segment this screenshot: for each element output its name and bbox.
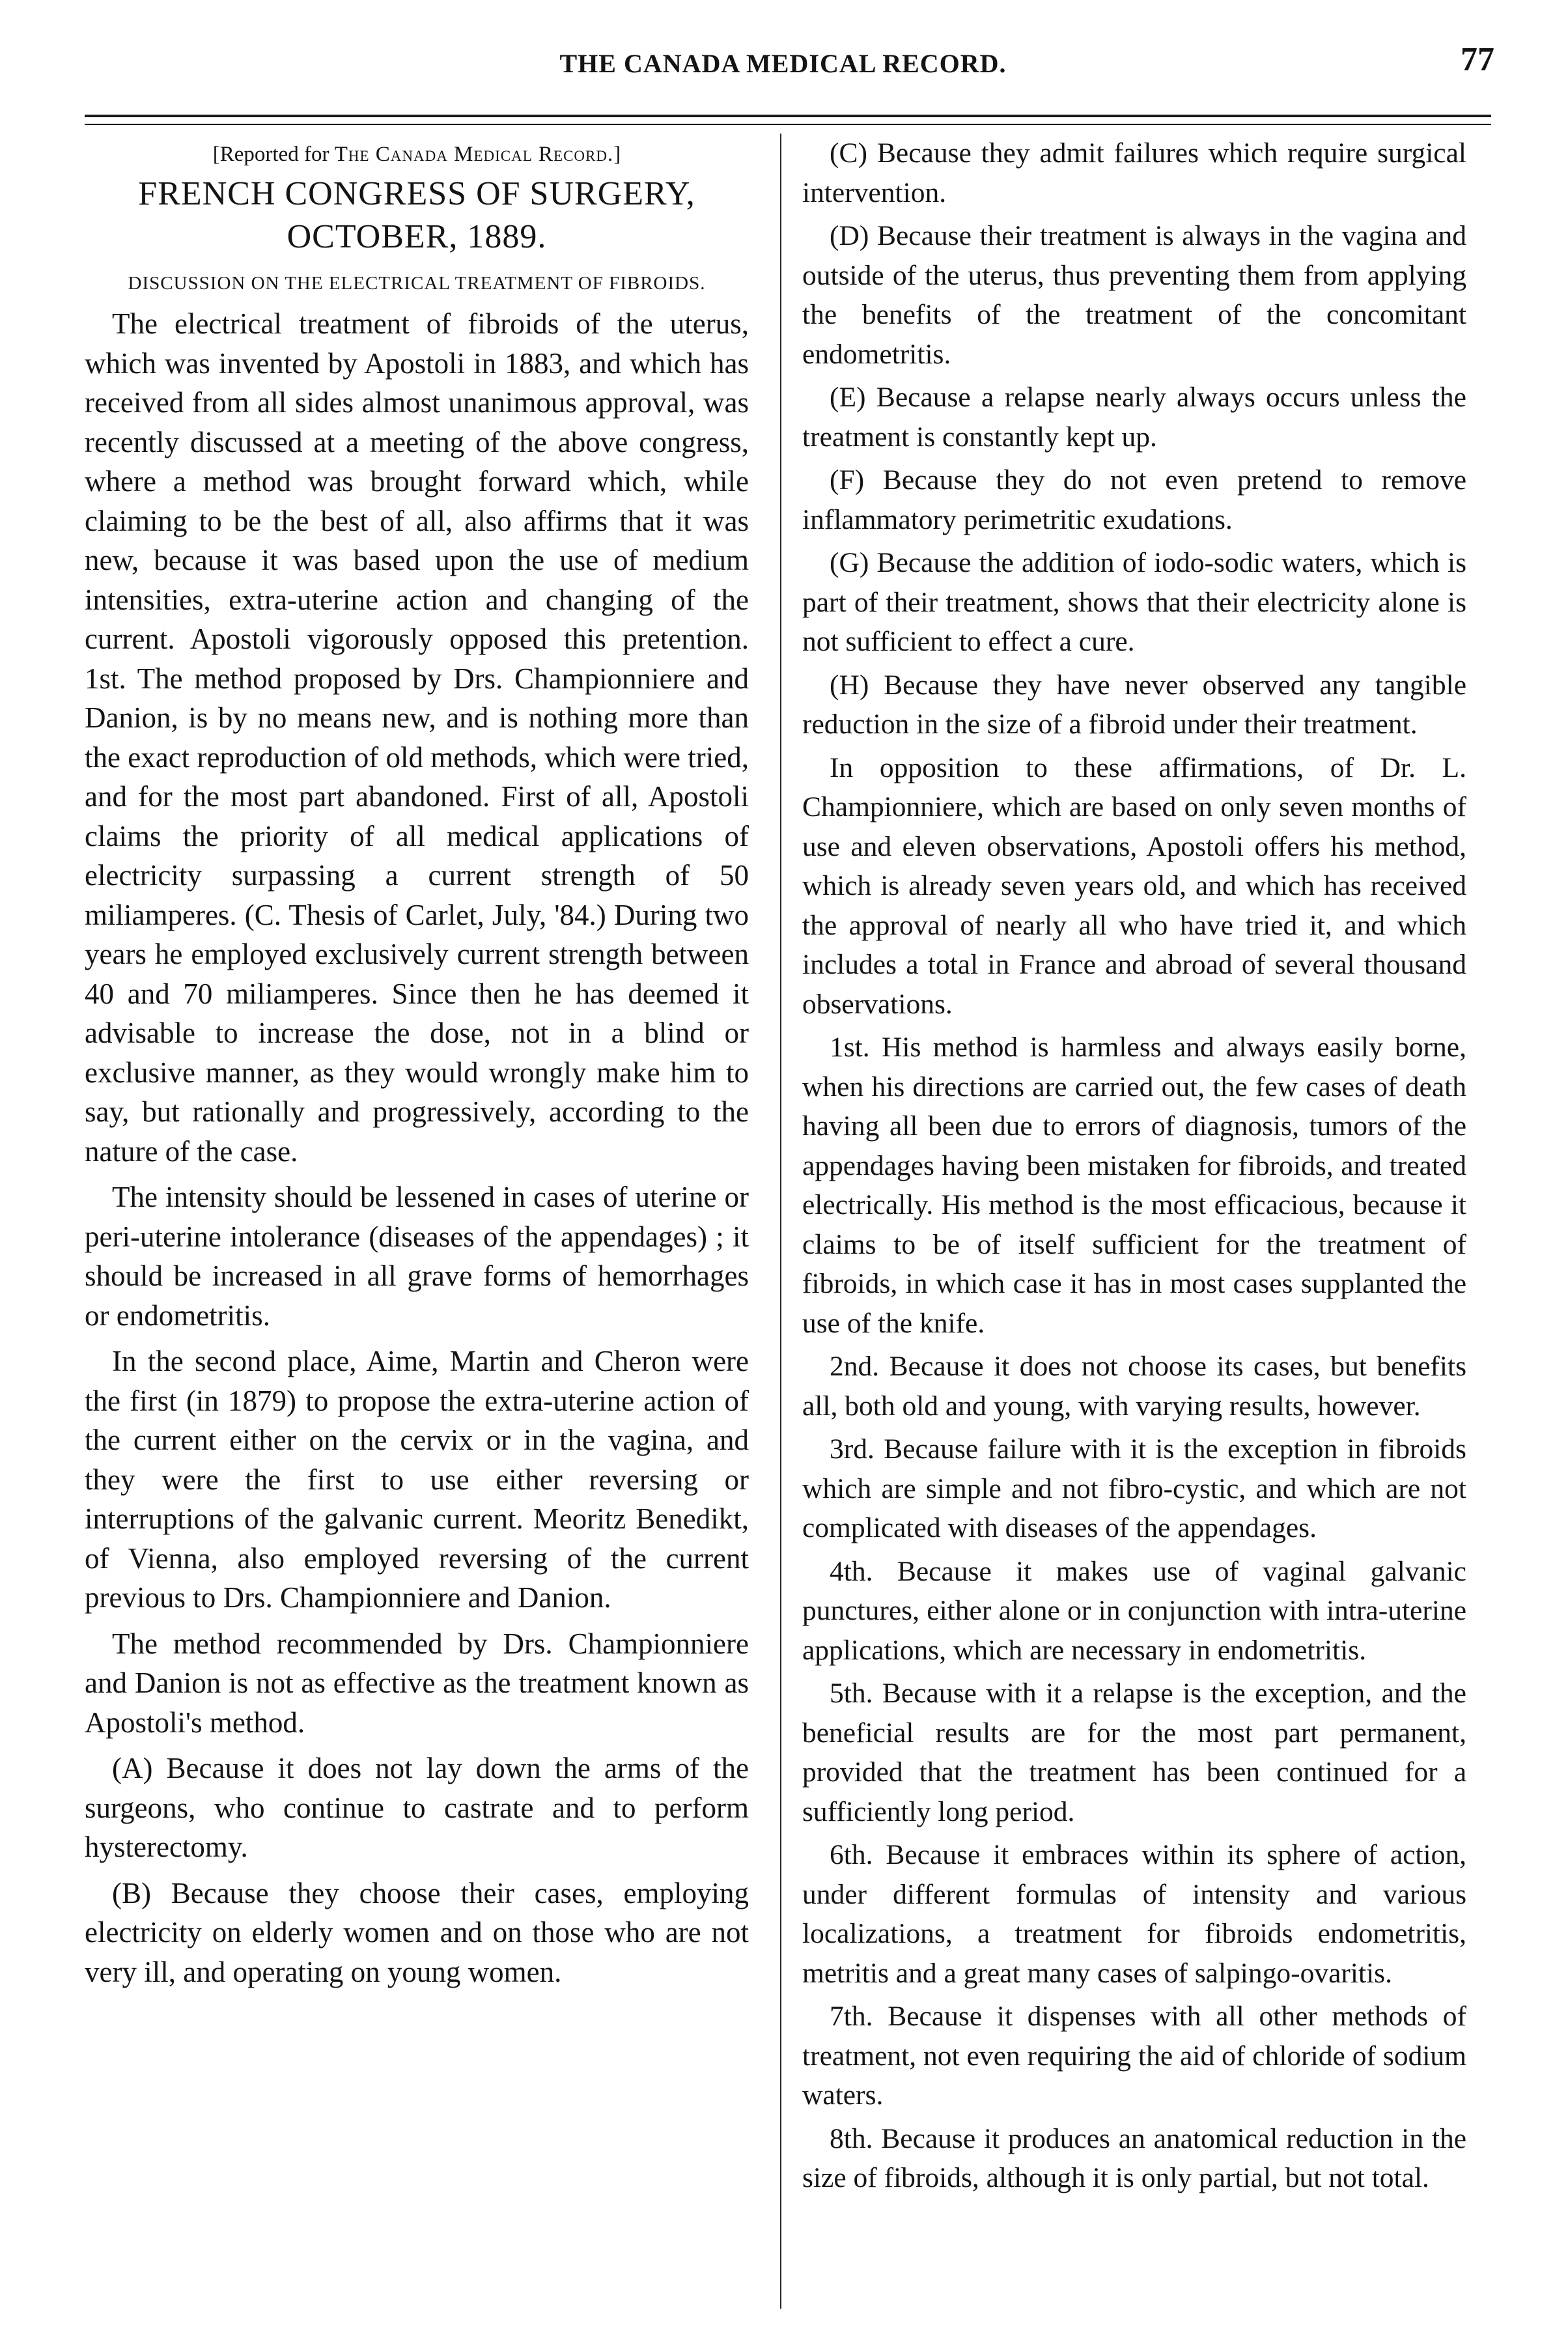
left-column <box>85 134 749 2309</box>
page-header <box>72 40 1494 92</box>
header-rule-thin <box>85 124 1491 125</box>
paragraph: 6th. Because it embraces within its sphere of action, under different formulas of intensity and various localizations, a treatment for fibroids endometritis, metritis and a great many cases of salpingo-ovaritis. <box>802 1839 1466 1989</box>
paragraph: 4th. Because it makes use of vaginal galvanic punctures, either alone or in conjunction with intra-uterine applications, which are necessary in endometritis. <box>802 1555 1466 1666</box>
column-divider <box>780 134 781 2309</box>
reported-suffix: ] <box>613 143 621 166</box>
article-title-line2: OCTOBER, 1889. <box>287 218 547 255</box>
running-title: THE CANADA MEDICAL RECORD. <box>559 49 1007 78</box>
paragraph: 8th. Because it produces an anatomical reduction in the size of fibroids, although it is only partial, but not total. <box>802 2122 1466 2193</box>
reported-magazine: The Canada Medical Record. <box>334 143 614 166</box>
paragraph: (A) Because it does not lay down the arms of the surgeons, who continue to castrate and to perform hysterectomy. <box>85 1752 749 1863</box>
article-title <box>85 173 749 259</box>
paragraph: (C) Because they admit failures which require surgical intervention. <box>802 137 1466 208</box>
paragraph: 2nd. Because it does not choose its cases, but benefits all, both old and young, with varying results, however. <box>802 1351 1466 1422</box>
paragraph: The electrical treatment of fibroids of the uterus, which was invented by Apostoli in 1883, and which has received from all sides almost unanimous approval, was recently discussed at a meeting of the above congress, where a method was brought forward which, while claiming to be the best of all, also affirms that it was new, because it was based upon the use of medium intensities, extra-uterine action and changing of the current. Apostoli vigorously opposed this pretention. 1st. The method proposed by Drs. Championniere and Danion, is by no means new, and is nothing more than the exact reproduction of old methods, which were tried, and for the most part abandoned. First of all, Apostoli claims the priority of all medical applications of electricity surpassing a current strength of 50 miliamperes. (C. Thesis of Carlet, July, '84.) During two years he employed exclusively current strength between 40 and 70 miliamperes. Since then he has deemed it advisable to increase the dose, not in a blind or exclusive manner, as they would wrongly make him to say, but rationally and progressively, according to the nature of the case. <box>85 307 749 1168</box>
paragraph: (F) Because they do not even pretend to remove inflammatory perimetritic exudations. <box>802 464 1466 535</box>
paragraph: 3rd. Because failure with it is the exception in fibroids which are simple and not fibro-cystic, and which are not complicated with diseases of the appendages. <box>802 1433 1466 1543</box>
paragraph: 5th. Because with it a relapse is the exception, and the beneficial results are for the most part permanent, provided that the treatment has been continued for a sufficiently long period. <box>802 1678 1466 1827</box>
section-heading: DISCUSSION ON THE ELECTRICAL TREATMENT OF FIBROIDS. <box>128 273 706 294</box>
paragraph: In opposition to these affirmations, of Dr. L. Championniere, which are based on only seven months of use and eleven observations, Apostoli offers his method, which is already seven years old, and which has received the approval of nearly all who have tried it, and which includes a total in France and abroad of several thousand observations. <box>802 752 1466 1020</box>
paragraph: (D) Because their treatment is always in the vagina and outside of the uterus, thus preventing them from applying the benefits of the treatment of the concomitant endometritis. <box>802 220 1466 370</box>
header-rule-thick <box>85 115 1491 117</box>
paragraph: The method recommended by Drs. Championniere and Danion is not as effective as the treatment known as Apostoli's method. <box>85 1627 749 1739</box>
reported-prefix: [Reported for <box>212 143 335 166</box>
reported-for-line <box>85 140 749 169</box>
paragraph: (B) Because they choose their cases, employing electricity on elderly women and on those who are not very ill, and operating on young women. <box>85 1876 749 1988</box>
paragraph: 1st. His method is harmless and always easily borne, when his directions are carried out, the few cases of death having all been due to errors of diagnosis, tumors of the appendages having been mistaken for fibroids, and treated electrically. His method is the most efficacious, because it claims to be of itself sufficient for the treatment of fibroids, in which case it has in most cases supplanted the use of the knife. <box>802 1032 1466 1339</box>
paragraph: In the second place, Aime, Martin and Cheron were the first (in 1879) to propose the extra-uterine action of the current either on the cervix or in the vagina, and they were the first to use either reversing or interruptions of the galvanic current. Meoritz Benedikt, of Vienna, also employed reversing of the current previous to Drs. Championniere and Danion. <box>85 1345 749 1614</box>
paragraph: 7th. Because it dispenses with all other methods of treatment, not even requiring the aid of chloride of sodium waters. <box>802 2001 1466 2111</box>
right-column <box>802 134 1466 2309</box>
paragraph: (E) Because a relapse nearly always occurs unless the treatment is constantly kept up. <box>802 382 1466 453</box>
paragraph: (H) Because they have never observed any tangible reduction in the size of a fibroid under their treatment. <box>802 669 1466 740</box>
page-number: 77 <box>1461 41 1494 78</box>
paragraph: (G) Because the addition of iodo-sodic waters, which is part of their treatment, shows that their electricity alone is not sufficient to effect a cure. <box>802 547 1466 657</box>
article-title-line1: FRENCH CONGRESS OF SURGERY, <box>138 175 695 212</box>
paragraph: The intensity should be lessened in cases of uterine or peri-uterine intolerance (diseases of the appendages) ; it should be increased in all grave forms of hemorrhages or endometritis. <box>85 1181 749 1332</box>
